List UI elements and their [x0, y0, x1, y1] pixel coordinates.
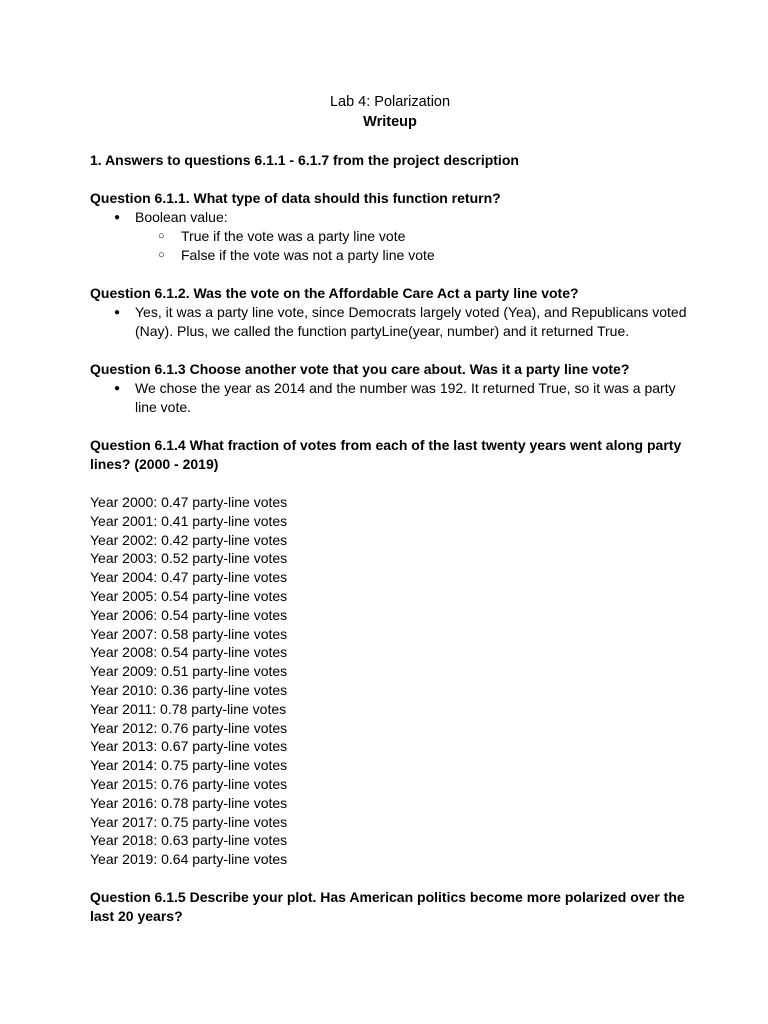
question-6-1-1-heading: Question 6.1.1. What type of data should this function return?: [90, 190, 501, 206]
year-result: Year 2009: 0.51 party-line votes: [90, 663, 288, 680]
year-result: Year 2015: 0.76 party-line votes: [90, 775, 288, 792]
question-6-1-2: [90, 284, 690, 341]
year-results-list: [90, 493, 690, 869]
bullet-item: [90, 208, 690, 227]
year-result: Year 2000: 0.47 party-line votes: [90, 494, 288, 510]
year-result: Year 2013: 0.67 party-line votes: [90, 738, 288, 755]
year-result: Year 2008: 0.54 party-line votes: [90, 644, 288, 661]
section-1-heading: 1. Answers to questions 6.1.1 - 6.1.7 from the project description: [90, 152, 519, 168]
question-6-1-3-heading: Question 6.1.3 Choose another vote that you care about. Was it a party line vote?: [90, 361, 630, 377]
bullet-item: [90, 303, 690, 341]
year-result: Year 2006: 0.54 party-line votes: [90, 606, 288, 623]
sub-bullet-text: False if the vote was not a party line vote: [181, 247, 435, 263]
year-result: Year 2001: 0.41 party-line votes: [90, 512, 288, 529]
sub-bullet-text: True if the vote was a party line vote: [181, 228, 406, 244]
sub-bullet-item: [90, 227, 690, 246]
title-line-1: Lab 4: Polarization: [329, 94, 451, 110]
bullet-item: [90, 379, 690, 417]
year-result: Year 2018: 0.63 party-line votes: [90, 832, 288, 849]
year-result: Year 2016: 0.78 party-line votes: [90, 794, 288, 811]
year-result: Year 2017: 0.75 party-line votes: [90, 813, 288, 830]
bullet-text: We chose the year as 2014 and the number was 192. It returned True, so it was a party line vote.: [135, 380, 676, 415]
title-line-2: Writeup: [363, 114, 417, 130]
year-result: Year 2011: 0.78 party-line votes: [90, 700, 287, 717]
question-6-1-3: [90, 360, 690, 417]
bullet-text: Boolean value:: [135, 209, 228, 225]
question-6-1-2-heading: Question 6.1.2. Was the vote on the Affordable Care Act a party line vote?: [90, 285, 579, 301]
document-title: [90, 92, 690, 132]
year-result: Year 2012: 0.76 party-line votes: [90, 719, 288, 736]
year-result: Year 2007: 0.58 party-line votes: [90, 625, 288, 642]
year-result: Year 2014: 0.75 party-line votes: [90, 757, 288, 774]
year-result: Year 2004: 0.47 party-line votes: [90, 569, 288, 586]
year-result: Year 2010: 0.36 party-line votes: [90, 681, 288, 698]
year-result: Year 2002: 0.42 party-line votes: [90, 531, 288, 548]
document-page: [90, 92, 690, 926]
year-result: Year 2003: 0.52 party-line votes: [90, 550, 288, 567]
question-6-1-1: [90, 189, 690, 265]
year-result: Year 2005: 0.54 party-line votes: [90, 587, 288, 604]
question-6-1-5: [90, 888, 690, 926]
bullet-text: Yes, it was a party line vote, since Democrats largely voted (Yea), and Republicans voted (Nay). Plus, we called the function partyLine(year, number) and it returned True.: [135, 304, 687, 339]
question-6-1-4-heading: Question 6.1.4 What fraction of votes from each of the last twenty years went along party lines? (2000 - 2019): [90, 437, 682, 472]
question-6-1-4: [90, 436, 690, 869]
sub-bullet-item: [90, 246, 690, 265]
question-6-1-5-heading: Question 6.1.5 Describe your plot. Has American politics become more polarized over the last 20 years?: [90, 888, 685, 924]
year-result: Year 2019: 0.64 party-line votes: [90, 851, 288, 868]
